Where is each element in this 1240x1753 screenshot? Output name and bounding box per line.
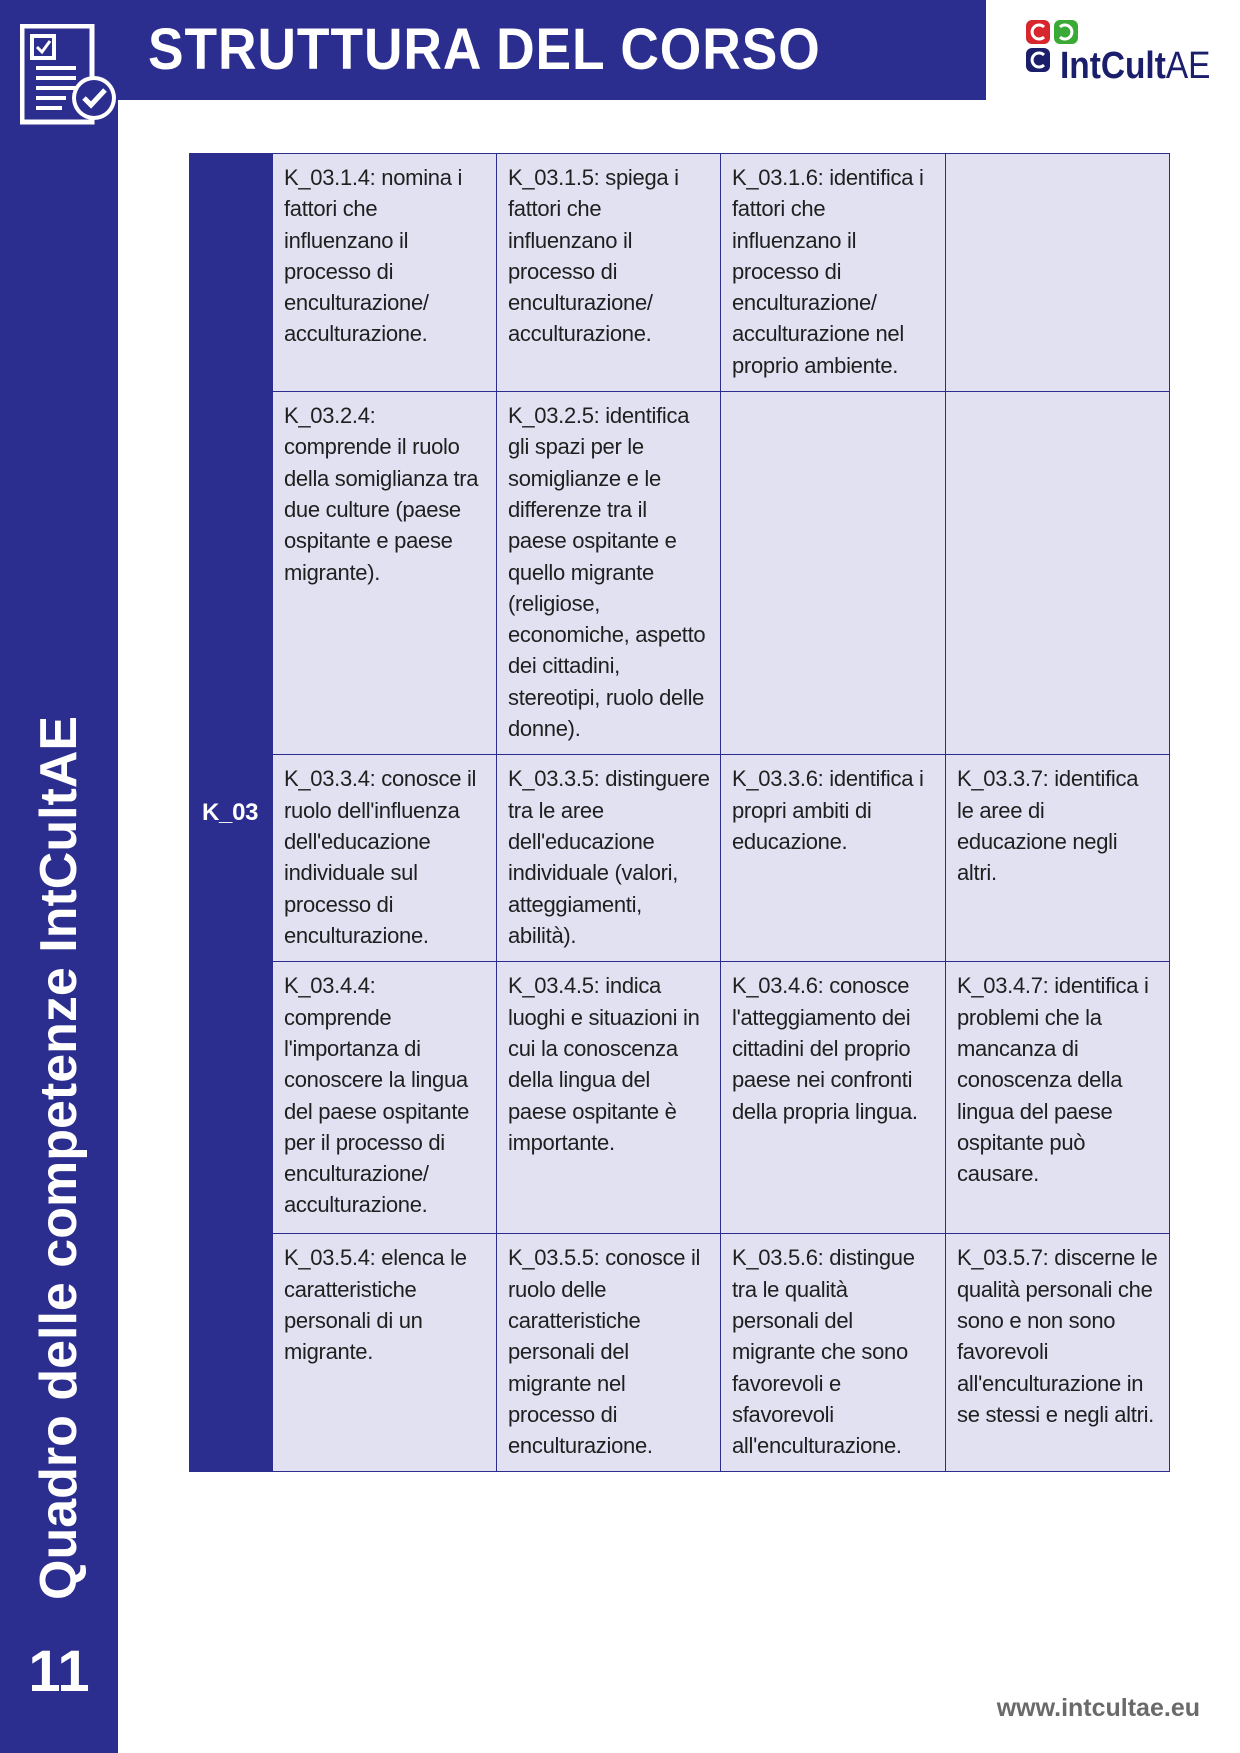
table-row xyxy=(190,392,1170,755)
table-cell xyxy=(946,392,1170,755)
table-row xyxy=(190,962,1170,1234)
sidebar-title: Quadro delle competenze IntCultAE xyxy=(30,715,88,1600)
footer-url[interactable]: www.intcultae.eu xyxy=(996,1694,1200,1722)
table-cell: K_03.3.6: identifica i propri ambiti di educazione. xyxy=(721,755,946,962)
row-header-cell: K_03 xyxy=(190,154,273,1472)
page-number: 11 xyxy=(28,1639,90,1704)
table-cell: K_03.1.4: nomina i fattori che influenzano il processo di enculturazione/ acculturazione. xyxy=(273,154,497,392)
table-row xyxy=(190,755,1170,962)
table-cell xyxy=(721,392,946,755)
table-cell: K_03.2.5: identifica gli spazi per le somiglianze e le differenze tra il paese ospitante e quello migrante (religiose, economiche, aspetto dei cittadini, stereotipi, ruolo delle donne). xyxy=(497,392,721,755)
table-row xyxy=(190,1234,1170,1472)
table-cell xyxy=(946,154,1170,392)
table-cell: K_03.5.5: conosce il ruolo delle caratteristiche personali del migrante nel processo di enculturazione. xyxy=(497,1234,721,1472)
page-title: STRUTTURA DEL CORSO xyxy=(148,17,821,82)
table-cell: K_03.3.4: conosce il ruolo dell'influenza dell'educazione individuale sul processo di enculturazione. xyxy=(273,755,497,962)
table-cell: K_03.4.4: comprende l'importanza di conoscere la lingua del paese ospitante per il processo di enculturazione/ acculturazione. xyxy=(273,962,497,1234)
table-cell: K_03.5.6: distingue tra le qualità personali del migrante che sono favorevoli e sfavorevoli all'enculturazione. xyxy=(721,1234,946,1472)
table-cell: K_03.4.5: indica luoghi e situazioni in cui la conoscenza della lingua del paese ospitante è importante. xyxy=(497,962,721,1234)
table-cell: K_03.3.5: distinguere tra le aree dell'educazione individuale (valori, atteggiamenti, abilità). xyxy=(497,755,721,962)
table-cell: K_03.3.7: identifica le aree di educazione negli altri. xyxy=(946,755,1170,962)
table-cell: K_03.5.4: elenca le caratteristiche personali di un migrante. xyxy=(273,1234,497,1472)
competence-table xyxy=(189,153,1170,1472)
table-cell: K_03.5.7: discerne le qualità personali che sono e non sono favorevoli all'enculturazione in se stessi e negli altri. xyxy=(946,1234,1170,1472)
table-row xyxy=(190,154,1170,392)
logo-text-bold: IntCult xyxy=(1060,45,1166,87)
table-cell: K_03.4.7: identifica i problemi che la mancanza di conoscenza della lingua del paese ospitante può causare. xyxy=(946,962,1170,1234)
table-cell: K_03.2.4: comprende il ruolo della somiglianza tra due culture (paese ospitante e paese migrante). xyxy=(273,392,497,755)
left-sidebar xyxy=(0,0,118,1753)
table-cell: K_03.1.5: spiega i fattori che influenzano il processo di enculturazione/ acculturazione. xyxy=(497,154,721,392)
logo-text-light: AE xyxy=(1165,45,1211,87)
logo-wordmark xyxy=(1060,44,1210,88)
table-cell: K_03.4.6: conosce l'atteggiamento dei cittadini del proprio paese nei confronti della propria lingua. xyxy=(721,962,946,1234)
checklist-document-icon xyxy=(20,24,116,128)
table-cell: K_03.1.6: identifica i fattori che influenzano il processo di enculturazione/ acculturazione nel proprio ambiente. xyxy=(721,154,946,392)
